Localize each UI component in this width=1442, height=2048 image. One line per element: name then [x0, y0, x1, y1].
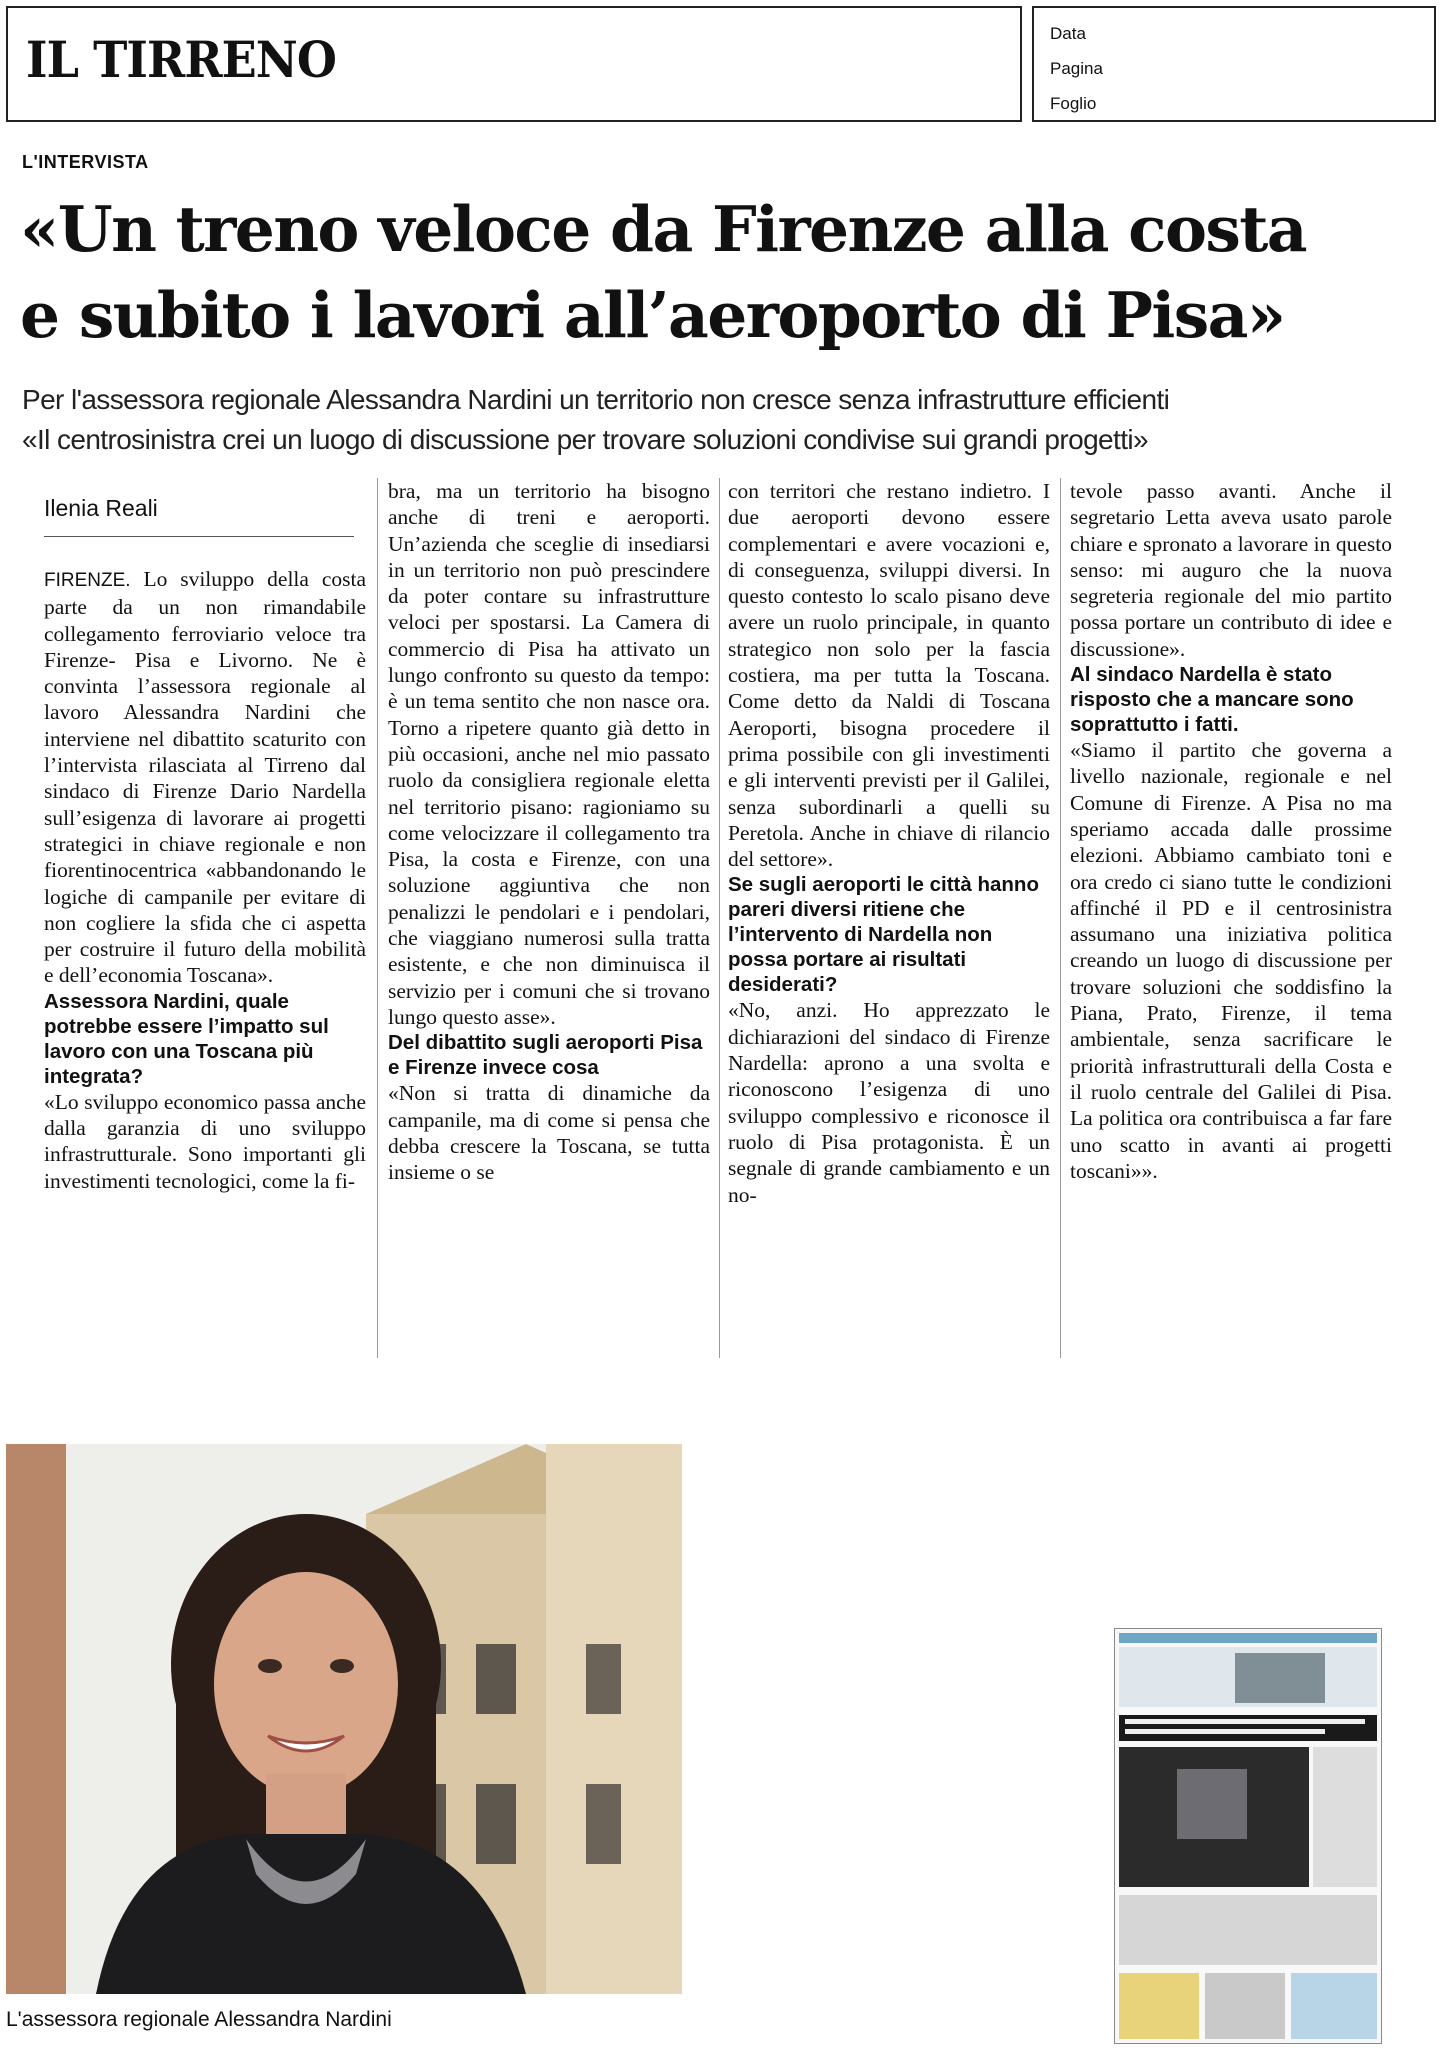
column-rule — [377, 478, 378, 1358]
paragraph: Lo sviluppo della costa parte da un non rimandabile collegamento ferroviario veloce tra Firenze- Pisa e Livorno. Ne è convinta l’assessora regionale al lavoro Alessandra Nardini che interviene nel dibattito scaturito con l’intervista rilasciata al Tirreno dal sindaco di Firenze Dario Nardella sull’esigenza di lavorare ai progetti strategici in chiave regionale e non fiorentinocentrica «abbandonando le logiche di campanile per evitare di non cogliere la sfida che ci aspetta per costruire il futuro della mobilità e dell’economia Toscana». — [44, 567, 367, 988]
section-label: L'INTERVISTA — [22, 152, 149, 172]
paragraph: «Lo sviluppo economico passa anche dalla garanzia di uno sviluppo infrastrutturale. Sono importanti gli investimenti tecnologici, come la fi- — [44, 1089, 366, 1193]
subheadline-line-1: Per l'assessora regionale Alessandra Nardini un territorio non cresce senza infrastrutture efficienti — [22, 384, 1170, 415]
paragraph: con territori che restano indietro. I due aeroporti devono essere complementari e avere vocazioni e, di conseguenza, sviluppi diversi. In questo contesto lo scalo pisano deve avere un ruolo principale, in quanto strategico non solo per la fascia costiera, ma per tutta la Toscana. Come detto da Naldi di Toscana Aeroporti, bisogna procedere il prima possibile con gli investimenti e gli interventi previsti per il Galilei, senza subordinarli a quelli su Peretola. Anche in chiave di rilancio del settore». — [728, 479, 1050, 872]
question: Assessora Nardini, quale potrebbe essere l’impatto sul lavoro con una Toscana più integrata? — [44, 989, 329, 1088]
question: Se sugli aeroporti le città hanno pareri diversi ritiene che l’intervento di Nardella non possa portare ai risultati desiderati? — [728, 873, 1039, 997]
article-column-2 — [388, 478, 710, 1185]
portrait-photo — [6, 1444, 682, 1994]
page-meta-box — [1032, 6, 1436, 122]
meta-foglio-label: Foglio — [1050, 94, 1097, 113]
byline: Ilenia Reali — [44, 495, 158, 521]
page-thumbnail-illustration — [1115, 1629, 1381, 2043]
byline-rule — [44, 536, 354, 537]
headline-line-1: «Un treno veloce da Firenze alla costa — [20, 192, 1306, 266]
column-rule — [1060, 478, 1061, 1358]
paragraph: «No, anzi. Ho apprezzato le dichiarazioni del sindaco di Firenze Nardella: aprono a una svolta e riconoscono l’esigenza di uno sviluppo complessivo e riconosce il ruolo di Pisa protagonista. È un segnale di grande cambiamento e un no- — [728, 998, 1050, 1207]
headline — [20, 186, 1430, 358]
meta-data-label: Data — [1050, 24, 1086, 43]
paragraph: bra, ma un territorio ha bisogno anche di treni e aeroporti. Un’azienda che sceglie di insediarsi in un territorio non può prescindere da poter contare su infrastrutture veloci per spostarsi. La Camera di commercio di Pisa ha attivato un lungo confronto su questo da tempo: è un tema sentito che non nasce ora. Torno a ripetere quanto già detto in più occasioni, anche nel mio passato ruolo da consigliera regionale eletta nel territorio pisano: ragioniamo su come velocizzare il collegamento tra Pisa, la costa e Firenze, con una soluzione aggiuntiva che non penalizzi le pendolari e i pendolari, che viaggiano numerosi sulla tratta esistente, e che non diminuisca il servizio per i comuni che si trovano lungo questo asse». — [388, 479, 710, 1029]
subheadline — [22, 380, 1432, 460]
portrait-illustration — [6, 1444, 682, 1994]
paragraph: tevole passo avanti. Anche il segretario Letta aveva usato parole chiare e spronato a lavorare in questo senso: mi auguro che la nuova segreteria regionale del mio partito possa portare un contributo di idee e discussione». — [1070, 479, 1392, 661]
newspaper-logo: IL TIRRENO — [26, 30, 337, 89]
column-rule — [719, 478, 720, 1358]
article-column-4 — [1070, 478, 1392, 1184]
meta-pagina-label: Pagina — [1050, 59, 1103, 78]
article-column-3 — [728, 478, 1050, 1208]
article-column-1 — [44, 566, 366, 1194]
question: Del dibattito sugli aeroporti Pisa e Firenze invece cosa — [388, 1031, 703, 1080]
question: Al sindaco Nardella è stato risposto che a mancare sono soprattutto i fatti. — [1070, 663, 1354, 737]
paragraph: «Non si tratta di dinamiche da campanile, ma di come si pensa che debba crescere la Toscana, se tutta insieme o se — [388, 1081, 710, 1185]
headline-line-2: e subito i lavori all’aeroporto di Pisa» — [20, 278, 1285, 352]
page-thumbnail — [1114, 1628, 1382, 2044]
photo-caption: L'assessora regionale Alessandra Nardini — [6, 2008, 392, 2031]
subheadline-line-2: «Il centrosinistra crei un luogo di discussione per trovare soluzioni condivise sui grandi progetti» — [22, 424, 1148, 455]
dateline: FIRENZE. — [44, 570, 131, 591]
paragraph: «Siamo il partito che governa a livello nazionale, regionale e nel Comune di Firenze. A Pisa no ma speriamo accada dalle prossime elezioni. Abbiamo cambiato toni e ora credo ci siano tutte le condizioni affinché il PD e il centrosinistra assumano una iniziativa politica creando un luogo di discussione per trovare soluzioni che soddisfino la Piana, Prato, Firenze, il tema ambientale, senza sacrificare le priorità infrastrutturali della Costa e il ruolo centrale del Galilei di Pisa. La politica ora contribuisca a far fare uno scatto in avanti ai progetti toscani»». — [1070, 738, 1392, 1183]
